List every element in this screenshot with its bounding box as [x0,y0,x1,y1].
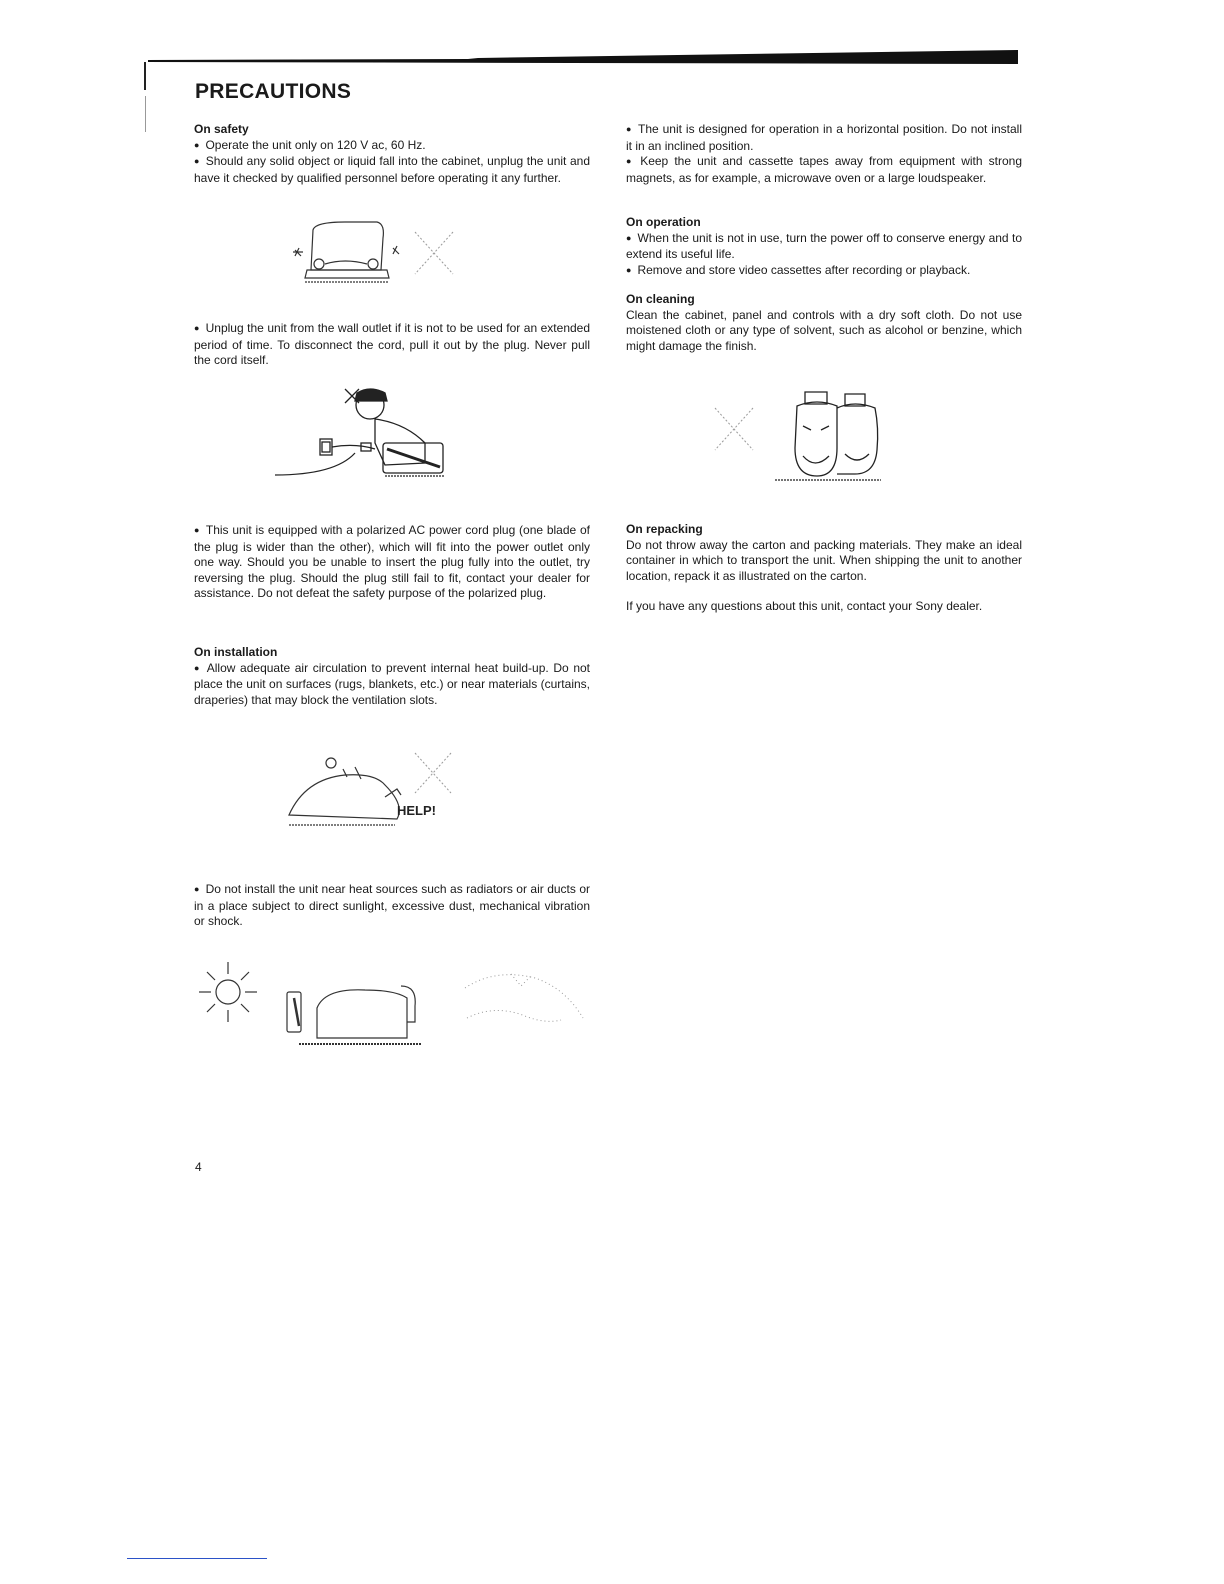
warning-x-icon [715,408,753,450]
installation-section [194,645,590,708]
header-bar [148,50,1018,64]
safety-heading: On safety [194,122,249,136]
repacking-text: Do not throw away the carton and packing materials. They make an ideal container in which to transport the unit. When shipping the unit to another location, repack it as illustrated on the carton. [626,537,1022,583]
sun-icon [199,962,257,1022]
thermometer-icon [287,992,301,1032]
closing-text: If you have any questions about this unit, contact your Sony dealer. [626,599,983,614]
safety-polarized-block [194,523,590,602]
wall-outlet-icon [322,442,330,452]
safety-bullet-liquid: ● Should any solid object or liquid fall into the cabinet, unplug the unit and have it checked by qualified personnel before operating it any further. [194,154,590,186]
illustration-blocked-ventilation [285,745,460,833]
operation-heading: On operation [626,215,701,229]
warning-x-icon [415,232,453,274]
safety-bullet-polarized: ● This unit is equipped with a polarized AC power cord plug (one blade of the plug is wider than the other), which will fit into the power outlet only one way. Should you be unable to insert the plug fully into the outlet, try reversing the plug. Should the plug still fail to fit, contact your dealer for assistance. Do not defeat the safety purpose of the polarized plug. [194,523,590,602]
help-text: HELP! [397,803,436,818]
illustration-heat-sources [195,958,595,1053]
footer-rule [127,1558,267,1559]
warning-x-icon [415,753,451,793]
operation-bullet-cassettes: ● Remove and store video cassettes after recording or playback. [626,263,1022,280]
safety-bullet-voltage: ● Operate the unit only on 120 V ac, 60 Hz. [194,138,590,155]
position-bullet-horizontal: ● The unit is designed for operation in a horizontal position. Do not install it in an inclined position. [626,122,1022,154]
repacking-section [626,522,1022,615]
illustration-solvent-bottles [705,388,885,488]
cleaning-text: Clean the cabinet, panel and controls with a dry soft cloth. Do not use moistened cloth or any type of solvent, such as alcohol or benzine, which might damage the finish. [626,307,1022,353]
safety-bullet-unplug: ● Unplug the unit from the wall outlet if it is not to be used for an extended period of time. To disconnect the cord, pull it out by the plug. Never pull the cord itself. [194,321,590,369]
safety-unplug-block [194,321,590,369]
page-number: 4 [195,1160,202,1174]
operation-bullet-power: ● When the unit is not in use, turn the power off to conserve energy and to extend its useful life. [626,231,1022,263]
illustration-liquid-spill [285,218,460,290]
page-title: PRECAUTIONS [195,80,352,103]
repacking-heading: On repacking [626,522,703,536]
margin-mark [142,62,148,132]
position-section [626,122,1022,186]
cleaning-section [626,292,1022,354]
cleaning-heading: On cleaning [626,292,695,306]
installation-bullet-air: ● Allow adequate air circulation to prevent internal heat build-up. Do not place the unit on surfaces (rugs, blankets, etc.) or near materials (curtains, draperies) that may block the ventilation slots. [194,661,590,709]
safety-section [194,122,590,186]
installation-heat-block [194,882,590,930]
position-bullet-magnets: ● Keep the unit and cassette tapes away from equipment with strong magnets, as for example, a microwave oven or a large loudspeaker. [626,154,1022,186]
installation-heading: On installation [194,645,278,659]
operation-section [626,215,1022,279]
illustration-pull-cord [275,383,455,483]
installation-bullet-heat: ● Do not install the unit near heat sources such as radiators or air ducts or in a place subject to direct sunlight, excessive dust, mechanical vibration or shock. [194,882,590,930]
